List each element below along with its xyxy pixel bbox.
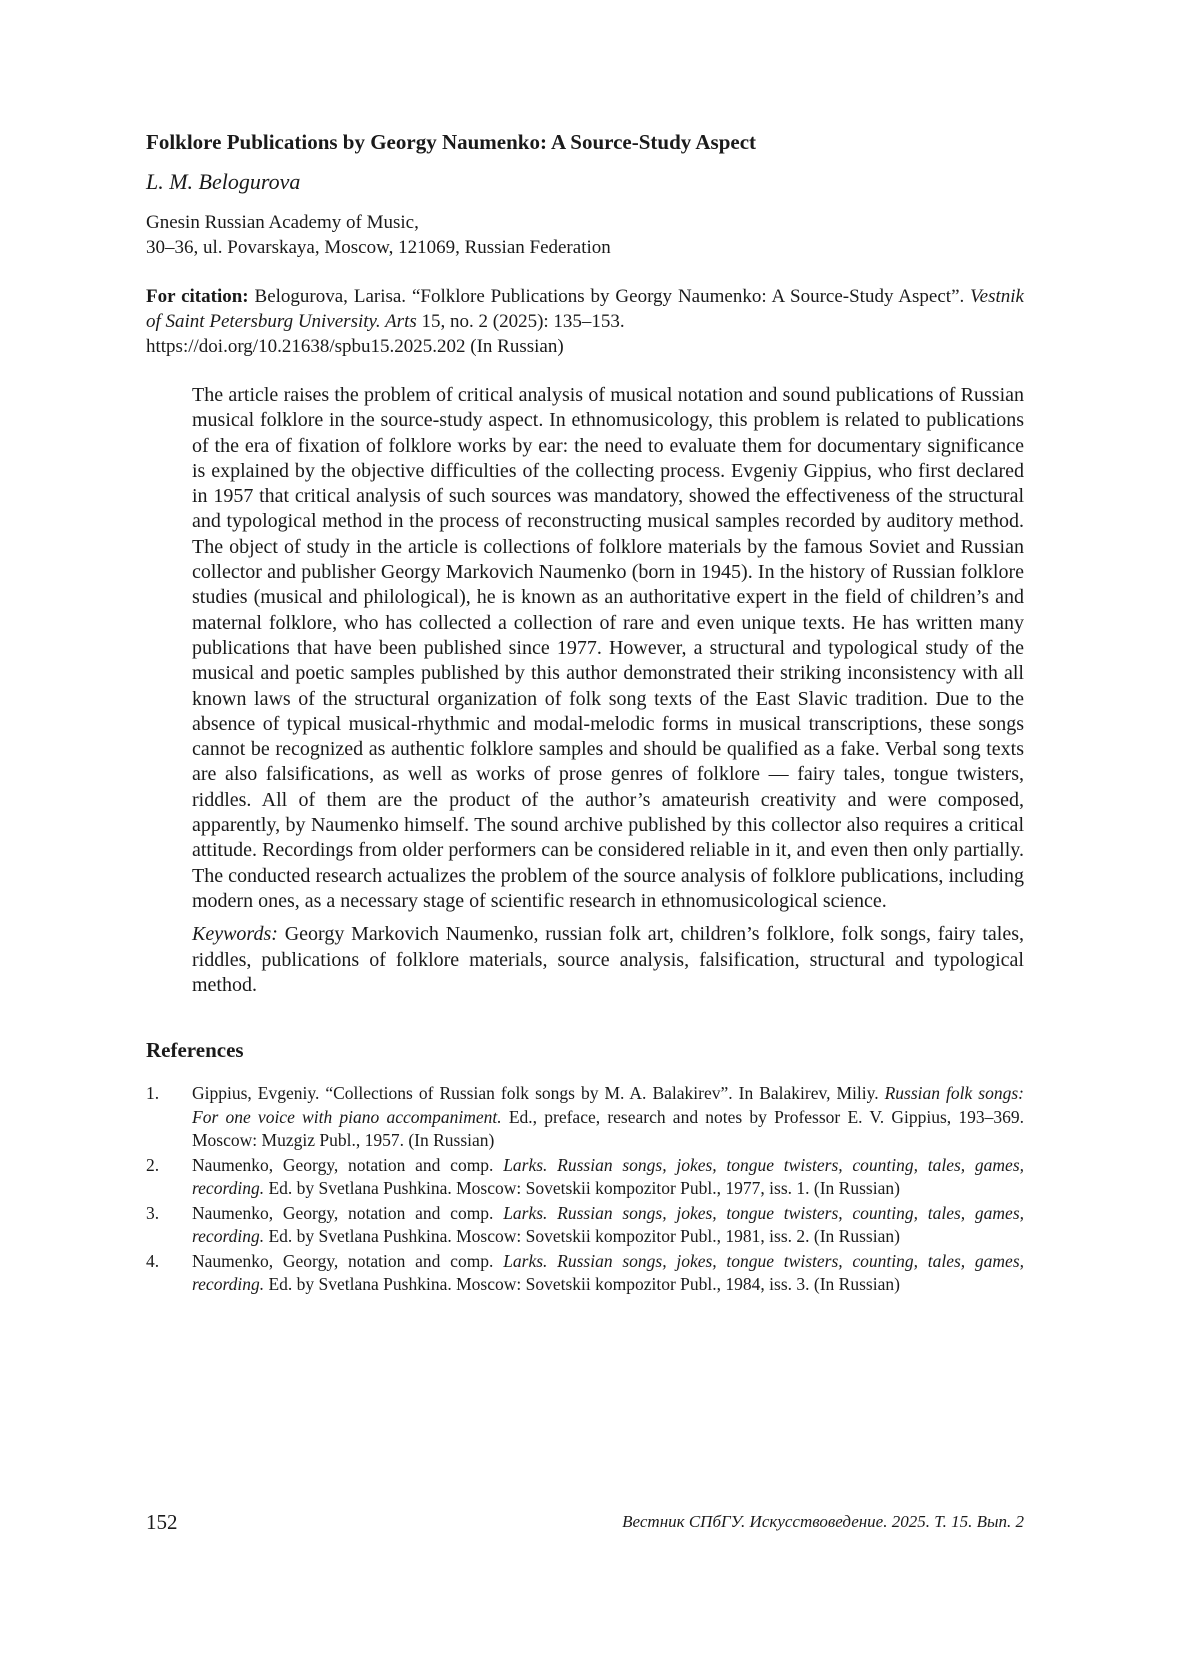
- citation-text: Belogurova, Larisa. “Folklore Publications by Georgy Naumenko: A Source-Study Aspect”.: [248, 286, 971, 307]
- article-title: Folklore Publications by Georgy Naumenko: A Source-Study Aspect: [146, 130, 757, 154]
- reference-item: [146, 1202, 1024, 1249]
- article-page: [146, 128, 1024, 1298]
- reference-item: [146, 1154, 1024, 1201]
- citation-doi-link[interactable]: https://doi.org/10.21638/spbu15.2025.202 (In Russian): [146, 336, 564, 357]
- reference-number: 1.: [146, 1083, 160, 1104]
- reference-text: Naumenko, Georgy, notation and comp. Larks. Russian songs, jokes, tongue twisters, counting, tales, games, recording. Ed. by Svetlana Pushkina. Moscow: Sovetskii kompozitor Publ., 1977, iss. 1. (In Russian): [192, 1154, 1024, 1199]
- keywords: [192, 922, 1024, 998]
- abstract: [192, 383, 1024, 998]
- page-footer: [146, 1510, 1024, 1540]
- article-author: L. M. Belogurova: [146, 169, 301, 194]
- reference-item: [146, 1082, 1024, 1153]
- reference-number: 4.: [146, 1250, 160, 1271]
- citation-volume: 15, no. 2 (2025): 135–153.: [416, 311, 625, 332]
- author-affiliation: [146, 210, 1024, 260]
- journal-running-title: Вестник СПбГУ. Искусствоведение. 2025. Т. 15. Вып. 2: [622, 1512, 1024, 1531]
- references-heading: References: [146, 1038, 244, 1063]
- citation-label: For citation:: [146, 286, 249, 307]
- reference-number: 2.: [146, 1154, 160, 1175]
- citation-journal: Vestnik of Saint Petersburg University. Arts: [146, 286, 1024, 332]
- references-list: [146, 1082, 1024, 1297]
- reference-text: Gippius, Evgeniy. “Collections of Russian folk songs by M. A. Balakirev”. In Balakirev, Miliy. Russian folk songs: For one voice with piano accompaniment. Ed., preface, research and notes by Professor E. V. Gippius, 193–369. Moscow: Muzgiz Publ., 1957. (In Russian): [192, 1083, 1024, 1151]
- affiliation-line-1: Gnesin Russian Academy of Music,: [146, 212, 419, 233]
- reference-text: Naumenko, Georgy, notation and comp. Larks. Russian songs, jokes, tongue twisters, counting, tales, games, recording. Ed. by Svetlana Pushkina. Moscow: Sovetskii kompozitor Publ., 1984, iss. 3. (In Russian): [192, 1250, 1024, 1295]
- affiliation-line-2: 30–36, ul. Povarskaya, Moscow, 121069, Russian Federation: [146, 237, 611, 258]
- keywords-label: Keywords:: [192, 923, 278, 946]
- citation-block: [146, 284, 1024, 359]
- keywords-list: Georgy Markovich Naumenko, russian folk art, children’s folklore, folk songs, fairy tales, riddles, publications of folklore materials, source analysis, falsification, structural and typological method.: [192, 923, 1024, 996]
- reference-text: Naumenko, Georgy, notation and comp. Larks. Russian songs, jokes, tongue twisters, counting, tales, games, recording. Ed. by Svetlana Pushkina. Moscow: Sovetskii kompozitor Publ., 1981, iss. 2. (In Russian): [192, 1202, 1024, 1247]
- abstract-text: The article raises the problem of critical analysis of musical notation and sound publications of Russian musical folklore in the source-study aspect. In ethnomusicology, this problem is related to publications of the era of fixation of folklore works by ear: the need to evaluate them for documentary significance is explained by the objective difficulties of the collecting process. Evgeniy Gippius, who first declared in 1957 that critical analysis of such sources was mandatory, showed the effectiveness of the structural and typological method in the process of reconstructing musical samples recorded by auditory method. The object of study in the article is collections of folklore materials by the famous Soviet and Russian collector and publisher Georgy Markovich Naumenko (born in 1945). In the history of Russian folklore studies (musical and philological), he is known as an authoritative expert in the field of children’s and maternal folklore, who has collected a collection of rare and even unique texts. He has written many publications that have been published since 1977. However, a structural and typological study of the musical and poetic samples published by this author demonstrated their striking inconsistency with all known laws of the structural organization of folk song texts of the East Slavic tradition. Due to the absence of typical musical-rhythmic and modal-melodic forms in musical transcriptions, these songs cannot be recognized as authentic folklore samples and should be qualified as a fake. Verbal song texts are also falsifications, as well as works of prose genres of folklore — fairy tales, tongue twisters, riddles. All of them are the product of the author’s amateurish creativity and were composed, apparently, by Naumenko himself. The sound archive published by this collector also requires a critical attitude. Recordings from older performers can be considered reliable in it, and even then only partially. The conducted research actualizes the problem of the source analysis of folklore publications, including modern ones, as a necessary stage of scientific research in ethnomusicological science.: [192, 384, 1024, 912]
- page-number: 152: [146, 1510, 178, 1534]
- reference-number: 3.: [146, 1202, 160, 1223]
- reference-item: [146, 1250, 1024, 1297]
